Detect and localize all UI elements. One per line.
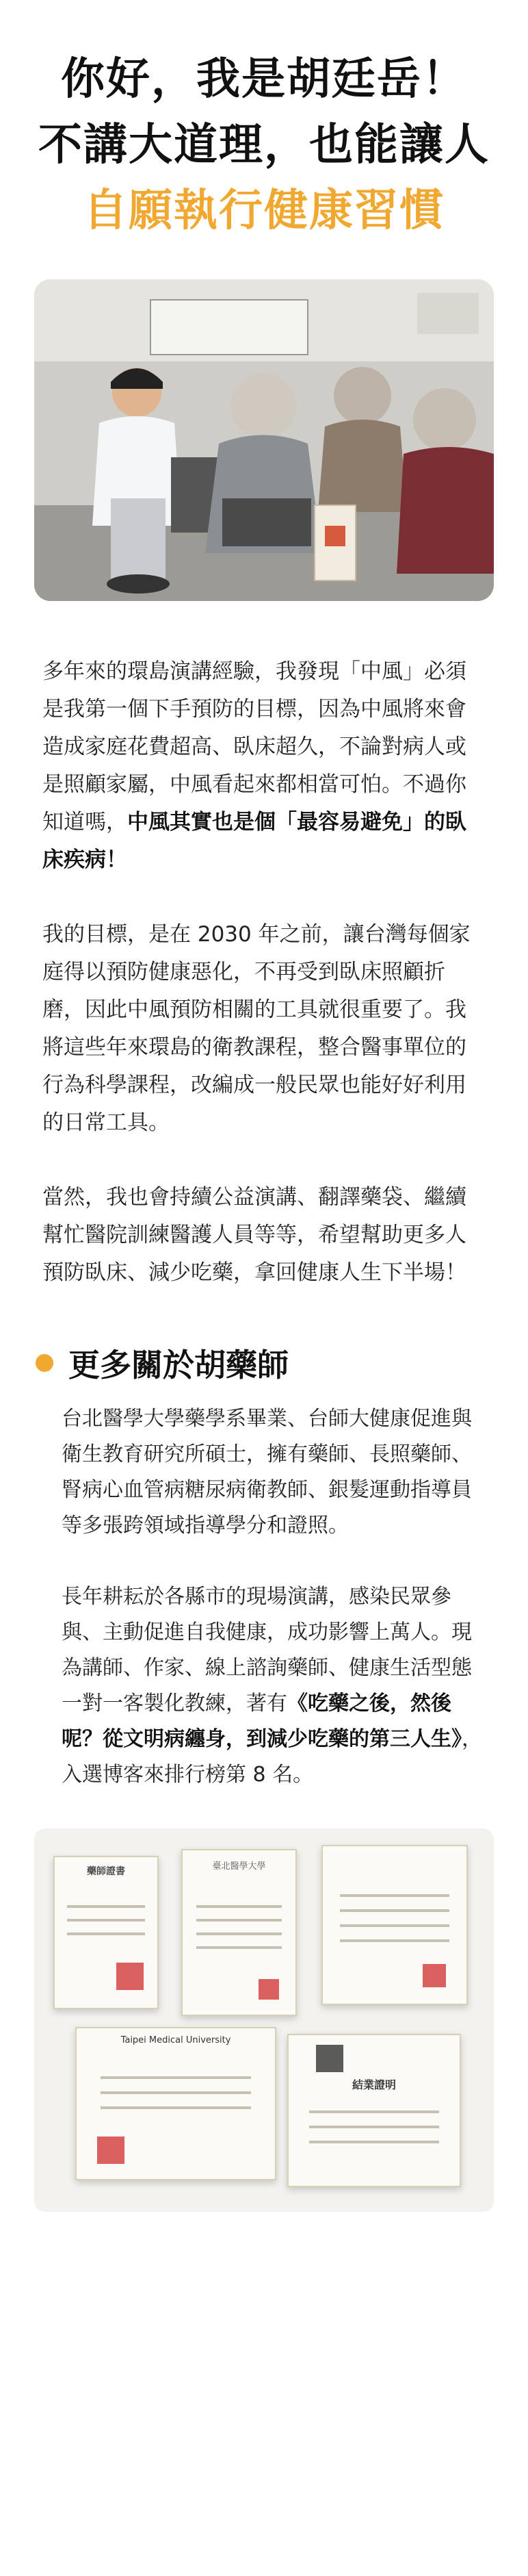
about-paragraph-2: [62, 1579, 486, 1793]
cert-1-title: 藥師證書: [87, 1866, 125, 1877]
intro-p1-emphasis: 中風其實也是個「最容易避免」的臥床疾病！: [42, 810, 466, 872]
about-heading: 更多關於胡藥師: [68, 1347, 289, 1383]
book-title: 《吃藥之後，然後呢？從文明病纏身，到減少吃藥的第三人生》: [62, 1692, 462, 1751]
intro-text: [42, 653, 486, 1292]
classroom-photo-illustration: [34, 279, 494, 601]
intro-paragraph-3: 當然，我也會持續公益演講、翻譯藥袋、繼續幫忙醫院訓練醫護人員等等，希望幫助更多人預防臥床、減少吃藥，拿回健康人生下半場！: [42, 1185, 466, 1285]
cert-2-title: 臺北醫學大學: [212, 1861, 266, 1872]
bullet-dot-icon: [36, 1354, 53, 1372]
about-p2-tail: ，入選博客來排行榜第 8 名。: [62, 1727, 482, 1787]
cert-3-title: Taipei Medical University: [120, 2035, 231, 2045]
hero-photo: [34, 279, 494, 601]
hero-title: [0, 0, 528, 244]
tmu-certificate: [75, 2027, 276, 2180]
cert-4-title: 結業證明: [352, 2078, 396, 2091]
intro-p1-text: 多年來的環島演講經驗，我發現「中風」必須是我第一個下手預防的目標，因為中風將來會造成家庭花費超高、臥床超久，不論對病人或是照顧家屬，中風看起來都相當可怕。不過你知道嗎，: [42, 659, 466, 834]
hero-line-3-accent: 自願執行健康習慣: [83, 186, 445, 236]
hero-line-2: 不講大道理，也能讓人: [38, 120, 490, 170]
pharmacist-license-certificate: [53, 1856, 159, 2009]
training-certificate: [321, 1845, 468, 2005]
intro-paragraph-2: 我的目標，是在 2030 年之前，讓台灣每個家庭得以預防健康惡化，不再受到臥床照顧折磨，因此中風預防相關的工具就很重要了。我將這些年來環島的衛教課程，整合醫事單位的行為科學課程，改編成一般民眾也能好好利用的日常工具。: [42, 922, 471, 1135]
about-p2-text: 長年耕耘於各縣市的現場演講，感染民眾參與、主動促進自我健康，成功影響上萬人。現為講師、作家、線上諮詢藥師、健康生活型態一對一客製化教練，著有: [62, 1585, 472, 1716]
about-section-heading: [36, 1336, 528, 1390]
intro-paragraph-1: [42, 653, 486, 879]
about-paragraph-1: 台北醫學大學藥學系畢業、台師大健康促進與衛生教育研究所碩士，擁有藥師、長照藥師、腎病心血管病糖尿病衛教師、銀髮運動指導員等多張跨領域指導學分和證照。: [62, 1407, 472, 1538]
completion-certificate: [287, 2034, 461, 2187]
hero-line-1: 你好，我是胡廷岳！: [61, 54, 467, 105]
certificates-collage: [34, 1828, 494, 2212]
about-text: [62, 1401, 486, 1793]
university-diploma: [181, 1849, 297, 2016]
